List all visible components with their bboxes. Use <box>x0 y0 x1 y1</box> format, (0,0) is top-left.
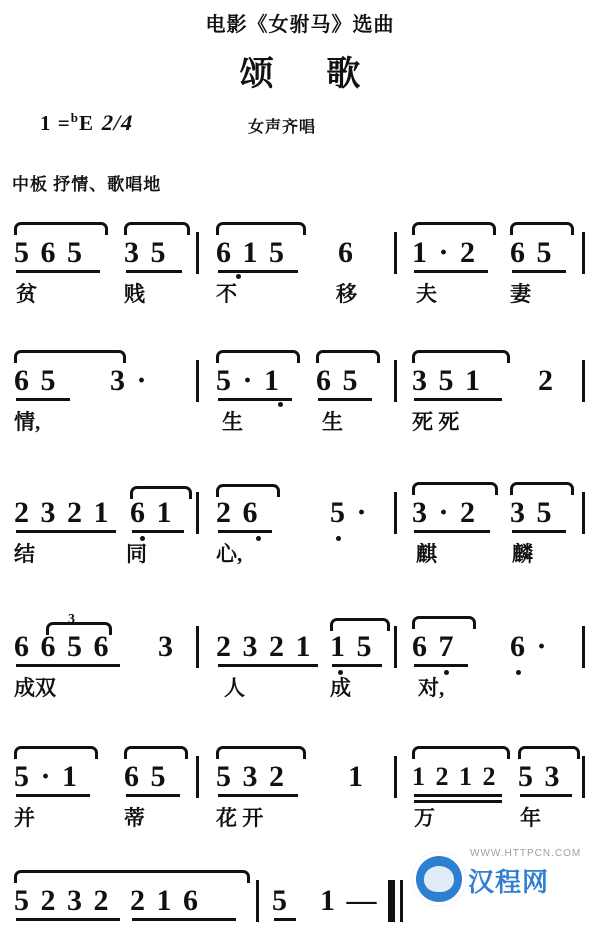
under-bar <box>520 794 572 797</box>
under-bar <box>274 918 296 921</box>
barline <box>196 492 199 534</box>
note-group: 3 <box>158 630 175 663</box>
note-group: 6 6 5 6 <box>14 630 111 663</box>
lyric-syllable: 生 <box>322 410 343 434</box>
music-system-4 <box>0 604 600 708</box>
beam-mark <box>124 746 188 759</box>
key-flat: b <box>70 110 79 125</box>
lyric-syllable: 贱 <box>124 282 145 306</box>
note-group: 3 5 <box>124 236 168 269</box>
key-label: 1 = <box>40 111 71 135</box>
beam-mark <box>216 746 306 759</box>
note-group: 6 1 <box>130 496 174 529</box>
page-subtitle: 电影《女驸马》选曲 <box>205 14 395 36</box>
note-group: 1 — <box>320 884 379 917</box>
beam-mark <box>510 222 574 235</box>
note-group: 6 5 <box>510 236 554 269</box>
beam-mark <box>316 350 380 363</box>
note-group: 6 <box>338 236 355 269</box>
beam-mark <box>14 746 98 759</box>
barline <box>582 360 585 402</box>
note-group: 6 1 5 <box>216 236 286 269</box>
barline <box>394 756 397 798</box>
note-group: 5 3 2 <box>216 760 286 793</box>
note-group: 6 · <box>510 630 549 663</box>
lyric-syllable: 蒂 <box>124 806 145 830</box>
note-group: 5 · 1 <box>14 760 80 793</box>
note-group: 1 · 2 <box>412 236 478 269</box>
under-bar <box>218 270 298 273</box>
notes-row <box>0 734 600 804</box>
note-group: 5 2 3 2 <box>14 884 111 917</box>
under-bar <box>332 664 382 667</box>
lyric-syllable: 人 <box>224 676 245 700</box>
notes-row <box>0 604 600 674</box>
beam-mark <box>412 616 476 629</box>
beam-mark <box>412 350 510 363</box>
under-bar <box>414 794 502 797</box>
beam-mark <box>412 746 510 759</box>
music-system-5 <box>0 734 600 838</box>
beam-mark <box>412 482 498 495</box>
barline <box>196 360 199 402</box>
lyric-syllable: 死 死 <box>412 410 460 434</box>
barline <box>394 360 397 402</box>
note-group: 1 <box>348 760 365 793</box>
note-group: 3 · 2 <box>412 496 478 529</box>
under-bar <box>512 270 566 273</box>
note-group: 1 2 1 2 <box>412 762 498 791</box>
music-system-2 <box>0 338 600 442</box>
lyric-syllable: 不 <box>216 282 237 306</box>
key-note: E <box>78 111 94 135</box>
note-group: 3 5 <box>510 496 554 529</box>
under-bar <box>512 530 566 533</box>
under-bar <box>414 530 490 533</box>
octave-dot <box>278 402 283 407</box>
barline-final-thin <box>400 880 403 922</box>
lyric-syllable: 移 <box>336 282 357 306</box>
note-group: 2 <box>538 364 555 397</box>
lyric-syllable: 麒 <box>416 542 437 566</box>
watermark-url: WWW.HTTPCN.COM <box>470 848 582 859</box>
performer-label: 女声齐唱 <box>248 119 317 136</box>
note-group: 3 · <box>110 364 149 397</box>
barline <box>394 626 397 668</box>
note-group: 5 · <box>330 496 369 529</box>
lyric-syllable: 万 <box>414 806 435 830</box>
note-group: 5 <box>272 884 289 917</box>
under-bar <box>218 664 318 667</box>
under-bar <box>16 664 120 667</box>
lyrics-row <box>0 280 600 314</box>
beam-mark <box>14 222 108 235</box>
barline <box>394 492 397 534</box>
note-group: 2 3 2 1 <box>14 496 111 529</box>
tempo-marking: 中板 抒情、歌唱地 <box>12 175 162 194</box>
barline <box>582 756 585 798</box>
music-system-1 <box>0 210 600 314</box>
under-bar <box>16 270 100 273</box>
barline <box>196 756 199 798</box>
under-bar <box>16 794 90 797</box>
note-group: 1 5 <box>330 630 374 663</box>
lyric-syllable: 妻 <box>510 282 531 306</box>
under-bar <box>16 398 70 401</box>
barline-final <box>388 880 395 922</box>
lyrics-row <box>0 674 600 708</box>
lyric-syllable: 心, <box>216 542 243 566</box>
under-bar <box>16 918 120 921</box>
lyric-syllable: 并 <box>14 806 35 830</box>
note-group: 6 5 <box>316 364 360 397</box>
beam-mark <box>14 350 126 363</box>
lyric-syllable: 花 开 <box>216 806 264 830</box>
notes-row <box>0 210 600 280</box>
note-group: 6 5 <box>14 364 58 397</box>
lyric-syllable: 同 <box>126 542 147 566</box>
time-signature: 2/4 <box>99 110 136 135</box>
beam-mark <box>510 482 574 495</box>
lyric-syllable: 年 <box>520 806 541 830</box>
note-group: 5 3 <box>518 760 562 793</box>
under-bar <box>414 270 488 273</box>
watermark-text: 汉程网 <box>468 868 550 897</box>
site-watermark <box>412 850 592 912</box>
octave-dot <box>236 274 241 279</box>
note-group: 2 3 2 1 <box>216 630 313 663</box>
lyrics-row <box>0 540 600 574</box>
under-bar <box>218 398 292 401</box>
lyrics-row <box>0 804 600 838</box>
under-bar <box>414 664 468 667</box>
under-bar <box>414 800 502 803</box>
under-bar <box>132 530 184 533</box>
notes-row <box>0 470 600 540</box>
under-bar <box>126 270 182 273</box>
note-group: 6 7 <box>412 630 456 663</box>
under-bar <box>132 918 236 921</box>
beam-mark <box>14 870 250 883</box>
under-bar <box>318 398 372 401</box>
under-bar <box>218 530 272 533</box>
under-bar <box>126 794 180 797</box>
under-bar <box>414 398 502 401</box>
barline <box>196 232 199 274</box>
lyric-syllable: 麟 <box>512 542 533 566</box>
under-bar <box>16 530 116 533</box>
logo-icon <box>412 852 466 906</box>
barline <box>582 626 585 668</box>
beam-mark <box>216 222 306 235</box>
barline <box>582 492 585 534</box>
key-signature <box>40 110 136 136</box>
lyric-syllable: 生 <box>222 410 243 434</box>
barline <box>582 232 585 274</box>
beam-mark <box>124 222 190 235</box>
note-group: 2 6 <box>216 496 260 529</box>
lyric-syllable: 对, <box>418 676 445 700</box>
lyrics-row <box>0 408 600 442</box>
lyric-syllable: 成 <box>330 676 351 700</box>
barline <box>256 880 259 922</box>
note-group: 5 · 1 <box>216 364 282 397</box>
note-group: 2 1 6 <box>130 884 200 917</box>
note-group: 6 5 <box>124 760 168 793</box>
notes-row <box>0 338 600 408</box>
lyric-syllable: 结 <box>14 542 35 566</box>
barline <box>196 626 199 668</box>
lyric-syllable: 贫 <box>16 282 37 306</box>
note-group: 3 5 1 <box>412 364 482 397</box>
barline <box>394 232 397 274</box>
lyric-syllable: 成双 <box>14 676 56 700</box>
under-bar <box>218 794 298 797</box>
page-title: 颂 歌 <box>239 56 383 93</box>
beam-mark <box>216 350 300 363</box>
note-group: 5 6 5 <box>14 236 84 269</box>
lyric-syllable: 情, <box>14 410 41 434</box>
beam-mark <box>412 222 496 235</box>
music-system-3 <box>0 470 600 574</box>
triplet-number: 3 <box>68 612 75 627</box>
beam-mark <box>518 746 580 759</box>
lyric-syllable: 夫 <box>416 282 437 306</box>
